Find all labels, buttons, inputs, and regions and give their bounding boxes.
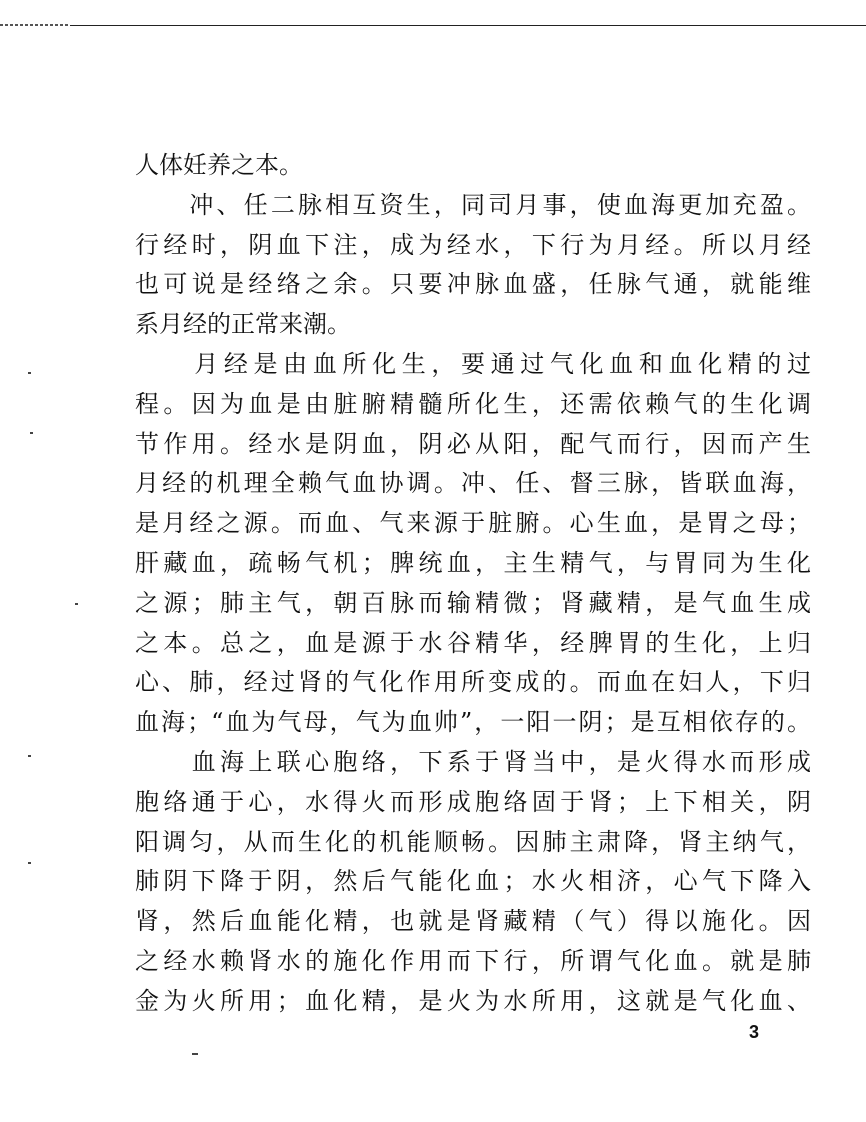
text-line: 肾，然后血能化精，也就是肾藏精（气）得以施化。因 (135, 907, 811, 936)
scan-speck (75, 603, 78, 605)
text-line: 也可说是经络之余。只要冲脉血盛，任脉气通，就能维 (135, 270, 811, 299)
text-line: 之本。总之，血是源于水谷精华，经脾胃的生化，上归 (135, 628, 811, 657)
text-line: 胞络通于心，水得火而形成胞络固于肾；上下相关，阴 (135, 787, 811, 816)
text-line: 肺阴下降于阴，然后气能化血；水火相济，心气下降入 (135, 867, 811, 896)
scan-speck (28, 372, 31, 374)
scan-speck (30, 432, 33, 434)
header-rule-dots (0, 24, 70, 26)
text-line: 肝藏血，疏畅气机；脾统血，主生精气，与胃同为生化 (135, 548, 811, 577)
text-line: 行经时，阴血下注，成为经水，下行为月经。所以月经 (135, 230, 811, 259)
text-line: 冲、任二脉相互资生，同司月事，使血海更加充盈。 (135, 190, 811, 219)
text-line: 程。因为血是由脏腑精髓所化生，还需依赖气的生化调 (135, 389, 811, 418)
text-line: 金为火所用；血化精，是火为水所用，这就是气化血、 (135, 986, 811, 1015)
text-line: 月经是由血所化生，要通过气化血和血化精的过 (135, 349, 811, 378)
text-line: 人体妊养之本。 (135, 151, 303, 179)
header-rule (0, 25, 866, 26)
scan-speck (28, 862, 31, 864)
text-line: 节作用。经水是阴血，阴必从阳，配气而行，因而产生 (135, 429, 811, 458)
text-line: 阳调匀，从而生化的机能顺畅。因肺主肃降，肾主纳气， (135, 827, 811, 856)
text-line: 之经水赖肾水的施化作用而下行，所谓气化血。就是肺 (135, 946, 811, 975)
text-line: 心、肺，经过肾的气化作用所变成的。而血在妇人，下归 (135, 668, 811, 697)
page-number: 3 (749, 1022, 760, 1042)
text-line: 系月经的正常来潮。 (135, 310, 351, 339)
text-line: 月经的机理全赖气血协调。冲、任、督三脉，皆联血海， (135, 469, 811, 498)
text-line: 血海；“血为气母，气为血帅”，一阳一阴；是互相依存的。 (135, 708, 811, 737)
text-line: 血海上联心胞络，下系于肾当中，是火得水而形成 (135, 747, 811, 776)
body-text (135, 146, 811, 1022)
text-line: 之源；肺主气，朝百脉而输精微；肾藏精，是气血生成 (135, 588, 811, 617)
scan-speck (192, 1053, 198, 1055)
text-line: 是月经之源。而血、气来源于脏腑。心生血，是胃之母； (135, 509, 811, 538)
scan-speck (28, 755, 31, 757)
